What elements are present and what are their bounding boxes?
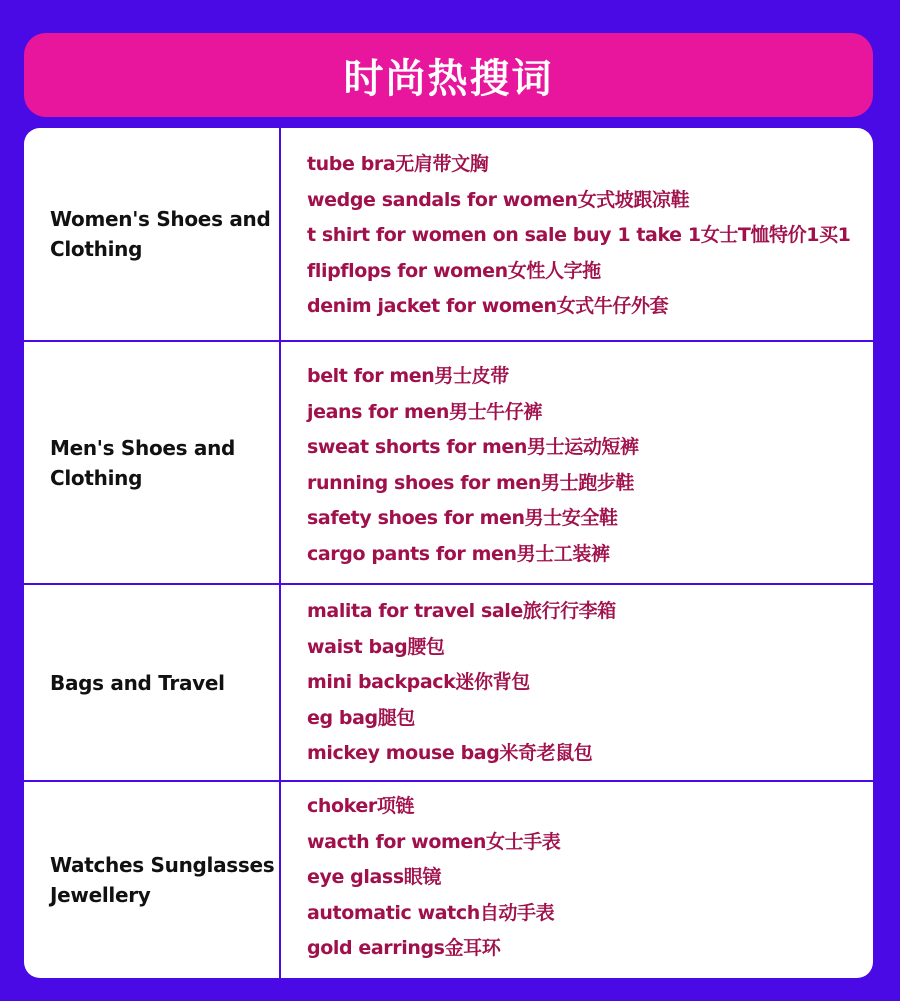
keyword-item[interactable]: eg bag腿包 xyxy=(307,706,415,729)
keyword-item[interactable]: wacth for women女士手表 xyxy=(307,830,561,853)
category-label-bags: Bags and Travel xyxy=(50,670,225,695)
keyword-item[interactable]: mickey mouse bag米奇老鼠包 xyxy=(307,742,593,764)
column-divider xyxy=(279,128,281,978)
keyword-item[interactable]: belt for men男士皮带 xyxy=(307,365,509,387)
keyword-item[interactable]: malita for travel sale旅行行李箱 xyxy=(307,600,616,622)
keyword-item[interactable]: automatic watch自动手表 xyxy=(307,901,555,924)
keyword-item[interactable]: t shirt for women on sale buy 1 take 1女士T恤特价1买1 xyxy=(307,224,851,246)
title-banner xyxy=(24,33,873,117)
keyword-item[interactable]: cargo pants for men男士工装裤 xyxy=(307,542,610,565)
category-label-mens: Men's Shoes and Clothing xyxy=(50,435,236,490)
keyword-item[interactable]: jeans for men男士牛仔裤 xyxy=(307,400,542,423)
keyword-item[interactable]: mini backpack迷你背包 xyxy=(307,671,530,693)
page-title: 时尚热搜词 xyxy=(343,55,554,102)
keyword-item[interactable]: running shoes for men男士跑步鞋 xyxy=(307,471,635,494)
keyword-list-watches xyxy=(307,789,867,967)
keyword-item[interactable]: flipflops for women女性人字拖 xyxy=(307,259,601,282)
keyword-list-bags xyxy=(307,594,867,772)
keyword-item[interactable]: safety shoes for men男士安全鞋 xyxy=(307,507,618,529)
keyword-table xyxy=(24,128,873,978)
keyword-item[interactable]: sweat shorts for men男士运动短裤 xyxy=(307,436,639,458)
keyword-item[interactable]: eye glass眼镜 xyxy=(307,866,441,888)
keyword-item[interactable]: tube bra无肩带文胸 xyxy=(307,153,489,175)
keyword-list-mens xyxy=(307,359,867,572)
keyword-item[interactable]: wedge sandals for women女式坡跟凉鞋 xyxy=(307,188,690,211)
category-label-watches: Watches Sunglasses Jewellery xyxy=(50,853,275,907)
keyword-list-womens xyxy=(307,147,867,325)
keyword-item[interactable]: waist bag腰包 xyxy=(307,635,445,658)
category-label-womens: Women's Shoes and Clothing xyxy=(50,207,271,261)
keyword-item[interactable]: denim jacket for women女式牛仔外套 xyxy=(307,295,669,317)
keyword-item[interactable]: gold earrings金耳环 xyxy=(307,937,501,959)
keyword-item[interactable]: choker项链 xyxy=(307,795,415,817)
